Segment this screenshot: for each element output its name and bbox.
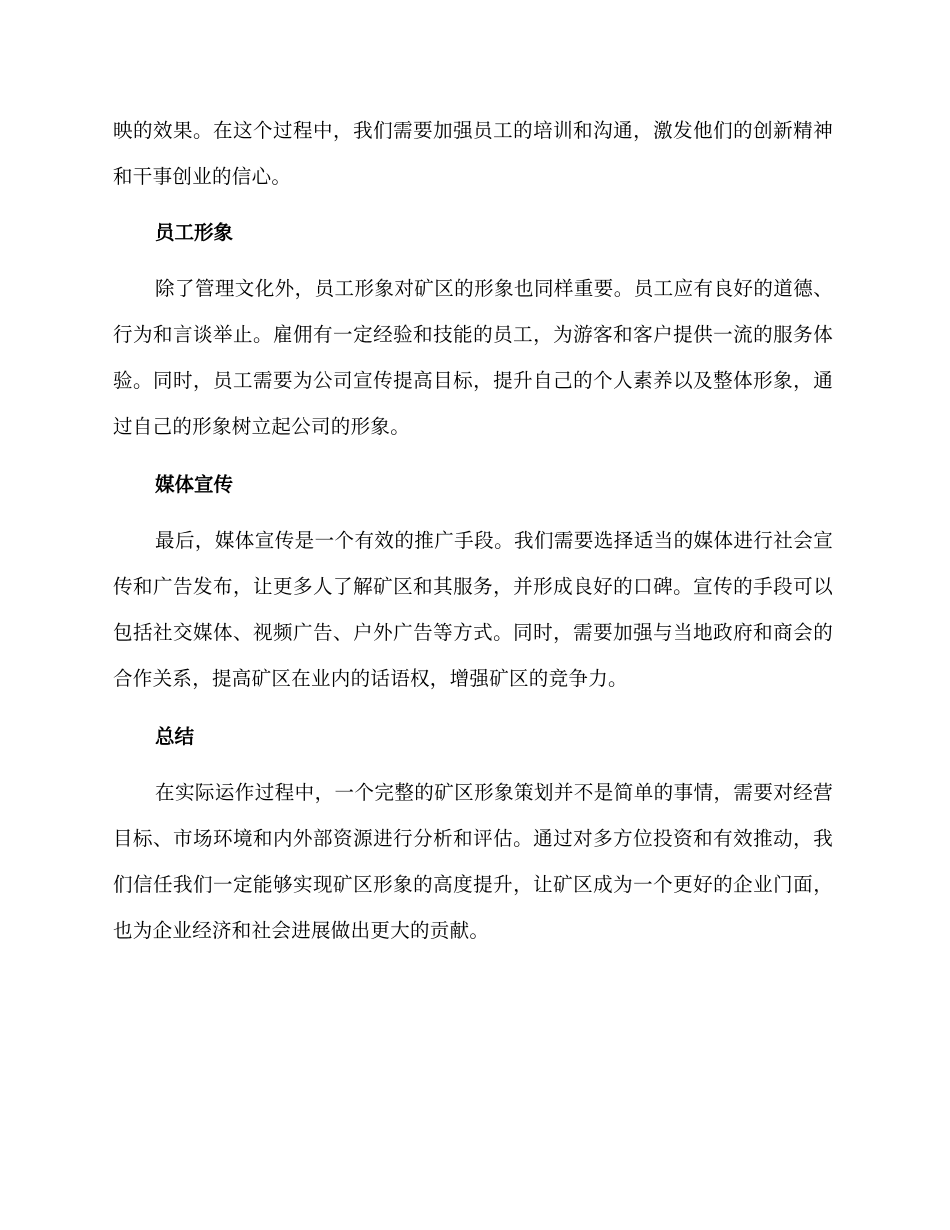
document-page (113, 108, 833, 954)
spacer (113, 256, 833, 266)
intro-paragraph: 映的效果。在这个过程中，我们需要加强员工的培训和沟通，激发他们的创新精神和干事创业的信心。 (113, 119, 833, 188)
section-heading-summary: 总结 (155, 725, 195, 748)
section-heading-employee-image: 员工形象 (155, 221, 234, 244)
spacer (113, 760, 833, 770)
spacer (113, 450, 833, 462)
section-body-media-promotion: 最后，媒体宣传是一个有效的推广手段。我们需要选择适当的媒体进行社会宣传和广告发布，让更多人了解矿区和其服务，并形成良好的口碑。宣传的手段可以包括社交媒体、视频广告、户外广告等方式。同时，需要加强与当地政府和商会的合作关系，提高矿区在业内的话语权，增强矿区的竞争力。 (113, 529, 833, 690)
section-body-summary: 在实际运作过程中，一个完整的矿区形象策划并不是简单的事情，需要对经营目标、市场环境和内外部资源进行分析和评估。通过对多方位投资和有效推动，我们信任我们一定能够实现矿区形象的高度提升，让矿区成为一个更好的企业门面，也为企业经济和社会进展做出更大的贡献。 (113, 781, 833, 942)
section-heading-media-promotion: 媒体宣传 (155, 473, 234, 496)
section-body-employee-image: 除了管理文化外，员工形象对矿区的形象也同样重要。员工应有良好的道德、行为和言谈举止。雇佣有一定经验和技能的员工，为游客和客户提供一流的服务体验。同时，员工需要为公司宣传提高目标，提升自己的个人素养以及整体形象，通过自己的形象树立起公司的形象。 (113, 277, 833, 438)
spacer (113, 200, 833, 210)
spacer (113, 702, 833, 714)
spacer (113, 508, 833, 518)
